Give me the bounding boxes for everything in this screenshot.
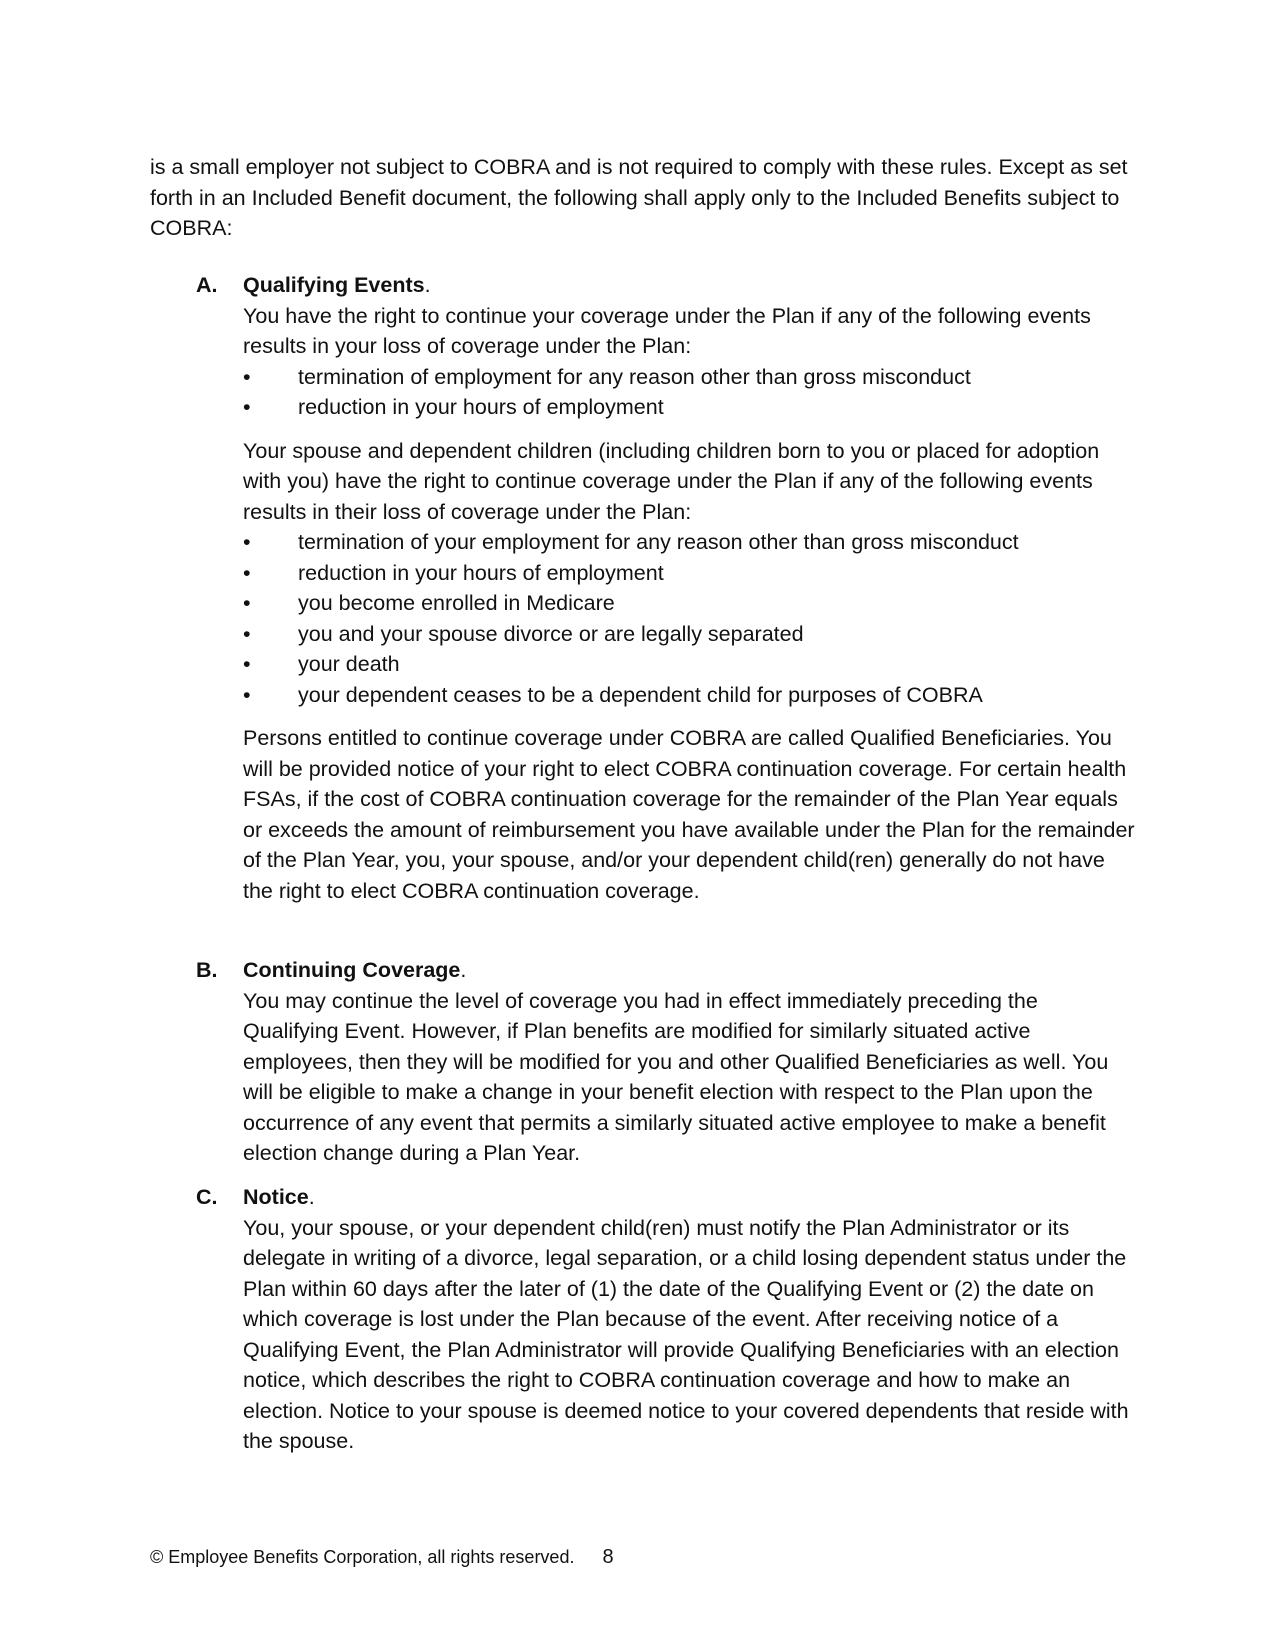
- copyright-notice: © Employee Benefits Corporation, all rights reserved.: [150, 1547, 575, 1567]
- section-b-paragraph-1: You may continue the level of coverage you had in effect immediately preceding the Qualifying Event. However, if Plan benefits are modified for similarly situated active employees, then they will be modified for you and other Qualified Beneficiaries as well. You will be eligible to make a change in your benefit election with respect to the Plan upon the occurrence of any event that permits a similarly situated active employee to make a benefit election change during a Plan Year.: [243, 988, 1109, 1165]
- section-c-paragraph-1: You, your spouse, or your dependent child(ren) must notify the Plan Administrator or its delegate in writing of a divorce, legal separation, or a child losing dependent status under the Plan within 60 days after the later of (1) the date of the Qualifying Event or (2) the date on which coverage is lost under the Plan because of the event. After receiving notice of a Qualifying Event, the Plan Administrator will provide Qualifying Beneficiaries with an election notice, which describes the right to COBRA continuation coverage and how to make an election. Notice to your spouse is deemed notice to your covered dependents that reside with the spouse.: [243, 1215, 1129, 1453]
- section-b-letter: B.: [196, 958, 218, 982]
- bullet-icon: •: [243, 364, 251, 389]
- section-a-paragraph-2: Your spouse and dependent children (including children born to you or placed for adoption with you) have the right to continue coverage under the Plan if any of the following events results in their loss of coverage under the Plan:: [243, 438, 1100, 524]
- bullet-icon: •: [243, 591, 251, 615]
- section-a-letter: A.: [196, 273, 218, 297]
- list-item: • termination of employment for any reason other than gross misconduct: [243, 362, 1136, 393]
- section-a-heading: Qualifying Events.: [243, 273, 431, 297]
- section-a: [196, 270, 1136, 906]
- bullet-icon: •: [243, 621, 251, 646]
- section-b-heading: Continuing Coverage.: [243, 958, 467, 982]
- list-item: • reduction in your hours of employment: [243, 392, 1136, 423]
- page-footer: [150, 1545, 614, 1569]
- section-b: [196, 955, 1136, 1169]
- list-item: • termination of your employment for any reason other than gross misconduct: [243, 527, 1136, 558]
- section-b-title: Continuing Coverage: [243, 958, 461, 982]
- section-a-title: Qualifying Events: [243, 273, 425, 297]
- list-item: • your dependent ceases to be a dependent child for purposes of COBRA: [243, 680, 1136, 711]
- section-c: [196, 1182, 1136, 1457]
- bullet-icon: •: [243, 682, 251, 707]
- section-c-title: Notice: [243, 1185, 309, 1209]
- section-a-bullet-list-1: [243, 362, 1136, 423]
- list-item: • reduction in your hours of employment: [243, 558, 1136, 589]
- section-a-paragraph-3: Persons entitled to continue coverage under COBRA are called Qualified Beneficiaries. You will be provided notice of your right to elect COBRA continuation coverage. For certain health FSAs, if the cost of COBRA continuation coverage for the remainder of the Plan Year equals or exceeds the amount of reimbursement you have available under the Plan for the remainder of the Plan Year, you, your spouse, and/or your dependent child(ren) generally do not have the right to elect COBRA continuation coverage.: [243, 726, 1135, 903]
- section-a-paragraph-1: You have the right to continue your coverage under the Plan if any of the following events results in your loss of coverage under the Plan:: [243, 303, 1091, 358]
- bullet-icon: •: [243, 652, 251, 676]
- bullet-icon: •: [243, 560, 251, 585]
- section-c-heading: Notice.: [243, 1185, 315, 1209]
- page-number: 8: [602, 1546, 614, 1568]
- intro-paragraph: is a small employer not subject to COBRA and is not required to comply with these rules. Except as set forth in an Included Benefit document, the following shall apply only to the Included Benefits subject to COBRA:: [150, 155, 1128, 240]
- bullet-icon: •: [243, 530, 251, 554]
- section-a-bullet-list-2: [243, 527, 1136, 710]
- bullet-icon: •: [243, 395, 251, 419]
- section-c-letter: C.: [196, 1185, 218, 1209]
- list-item: • you and your spouse divorce or are legally separated: [243, 619, 1136, 650]
- list-item: • you become enrolled in Medicare: [243, 588, 1136, 619]
- list-item: • your death: [243, 649, 1136, 680]
